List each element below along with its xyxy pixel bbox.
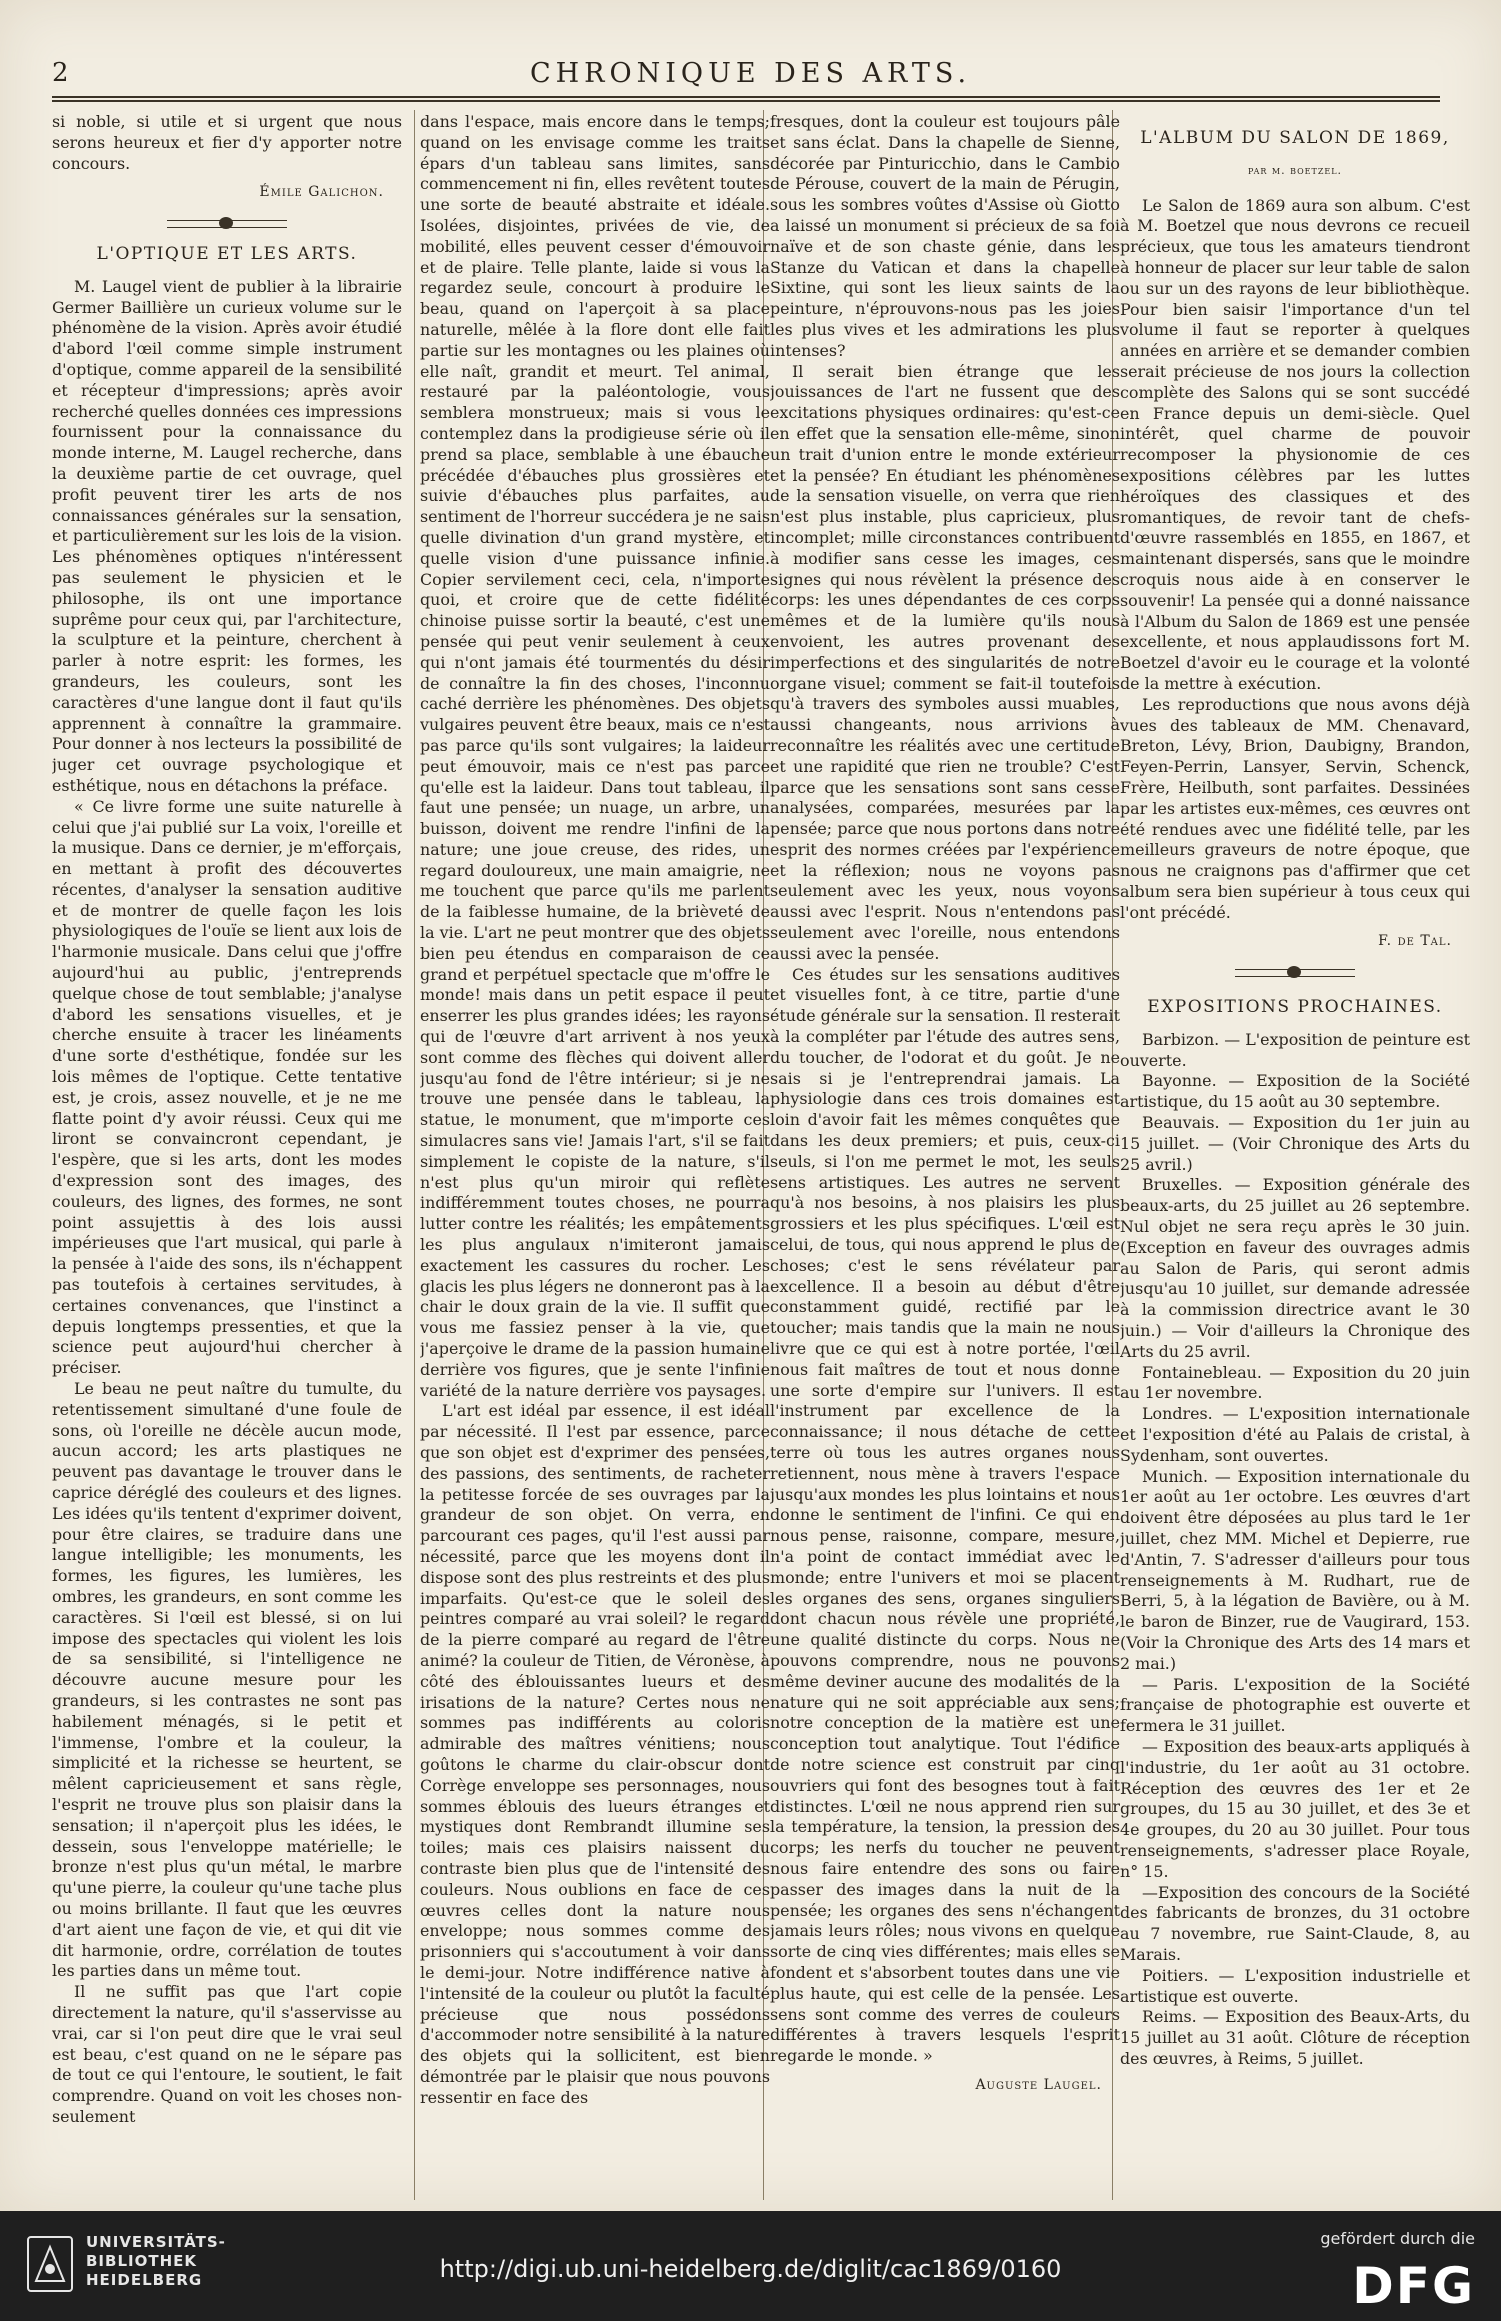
- paragraph: fresques, dont la couleur est toujours pâle et sans éclat. Dans la chapelle de Sienne, décorée par Pinturicchio, dans le Cambio de Pérouse, couvert de la main de Pérugin, sous les sombres voûtes d'Assise où Giotto a laissé un monument si précieux de sa foi naïve et de son chaste génie, dans les Stanze du Vatican et dans la chapelle Sixtine, qui sont les lieux saints de la peinture, n'éprouvons-nous pas les joies les plus vives et les admirations les plus intenses?: [770, 112, 1120, 360]
- column-divider-1: [414, 110, 415, 2200]
- column-3: [770, 112, 1120, 2207]
- paragraph: Il serait bien étrange que les jouissances de l'art ne fussent que des excitations physiques ordinaires: qu'est-ce en effet que la sensation elle-même, sinon un trait d'union entre le monde extérieur et la pensée? En étudiant les phénomènes de la sensation visuelle, on verra que rien n'est plus instable, plus capricieux, plus incomplet; mille circonstances contribuent à modifier sans cesse les images, ces signes qui nous révèlent la présence des corps: les unes dépendantes de ces corps mêmes et de la lumière qu'ils nous envoient, les autres provenant des imperfections et des singularités de notre organe visuel; comment se fait-il toutefois qu'à travers des symboles aussi muables, aussi changeants, nous arrivions à reconnaître les réalités avec une certitude et une rapidité que rien ne trouble? C'est parce que les sensations sont sans cesse analysées, comparées, mesurées par la pensée; parce que nous portons dans notre esprit des normes créées par l'expérience et la réflexion; nous ne voyons pas seulement avec les yeux, nous voyons aussi avec l'esprit. Nous n'entendons pas seulement avec l'oreille, nous entendons aussi avec la pensée.: [770, 361, 1120, 963]
- ornament-divider: [52, 213, 402, 234]
- source-url-link[interactable]: http://digi.ub.uni-heidelberg.de/diglit/cac1869/0160: [439, 2255, 1062, 2283]
- article-title: L'OPTIQUE ET LES ARTS.: [96, 243, 358, 264]
- library-name-line: UNIVERSITÄTS-: [86, 2233, 226, 2251]
- paragraph: Il ne suffit pas que l'art copie directement la nature, qu'il s'asservisse au vrai, car si l'on peut dire que le vrai seul est beau, c'est quand on ne le sépare pas de tout ce qui l'entoure, le soutient, le fait comprendre. Quand on voit les choses non-seulement: [52, 1982, 402, 2126]
- article-title: L'ALBUM DU SALON DE 1869,: [1140, 128, 1450, 148]
- dfg-logo: DFG: [1352, 2257, 1475, 2315]
- exhibition-entry: Beauvais. — Exposition du 1er juin au 15 juillet. — (Voir Chronique des Arts du 25 avril.): [1120, 1113, 1470, 1174]
- library-name-line: HEIDELBERG: [86, 2271, 203, 2289]
- library-name-line: BIBLIOTHEK: [86, 2252, 197, 2270]
- exhibition-entry: — Paris. L'exposition de la Société française de photographie est ouverte et fermera le 31 juillet.: [1120, 1674, 1470, 1736]
- column-4: [1120, 112, 1470, 2207]
- paragraph: Ces études sur les sensations auditives et visuelles font, à ce titre, partie d'une étude générale sur la sensation. Il resterait à la compléter par l'étude des autres sens, du toucher, de l'odorat et du goût. Je ne sais si je l'entreprendrai jamais. La physiologie dans ces trois domaines est loin d'avoir fait les mêmes conquêtes que dans les deux premiers; et puis, ceux-ci seuls, si l'on me permet le mot, les seuls sens artistiques. Les autres ne servent qu'à nos besoins, à nos plaisirs les plus grossiers et les plus spécifiques. L'œil est celui, de tous, qui nous apprend le plus de choses; c'est le sens révélateur par excellence. Il a besoin au début d'être constamment guidé, rectifié par le toucher; mais tandis que la main ne nous livre que ce qui est à notre portée, l'œil nous fait maîtres de tout et nous donne une sorte d'empire sur l'univers. Il est l'instrument par excellence de la connaissance; il nous détache de cette terre où tous les autres organes nous retiennent, nous mène à travers l'espace jusqu'aux mondes les plus lointains et nous donne le sentiment de l'infini. Ce qui en nous pense, raisonne, compare, mesure, n'a point de contact immédiat avec le monde; entre l'univers et moi se placent les organes des sens, organes singuliers dont chacun nous révèle une propriété, une qualité distincte du corps. Nous ne pouvons comprendre, nous ne pouvons même deviner aucune des modalités de la nature qui ne soit appréciable aux sens; notre conception de la matière est une conception tout analytique. Tout l'édifice de notre science est construit par cinq ouvriers qui font des besognes tout à fait distinctes. L'œil ne nous apprend rien sur la température, la tension, la pression des corps; les nerfs du toucher ne peuvent nous faire entendre des sons ou faire passer des images dans la nuit de la pensée; les organes des sens n'échangent jamais leurs rôles; nous vivons en quelque sorte de cinq vies différentes; mais elles se fondent et s'absorbent toutes dans une vie plus haute, qui est celle de la pensée. Les sens sont comme des verres de couleurs différentes à travers lesquels l'esprit regarde le monde. »: [770, 964, 1120, 2066]
- exhibition-entry: Bruxelles. — Exposition générale des beaux-arts, du 25 juillet au 26 septembre. Nul objet ne sera reçu après le 30 juin. (Exception en faveur des ouvrages admis au Salon de Paris, qui seront admis jusqu'au 10 juillet, sur demande adressée à la commission directrice avant le 30 juin.) — Voir d'ailleurs la Chronique des Arts du 25 avril.: [1120, 1175, 1470, 1361]
- header-rule-thin: [52, 100, 1440, 102]
- page-number: 2: [52, 58, 69, 88]
- column-1: [52, 112, 402, 2207]
- exhibition-entry: Bayonne. — Exposition de la Société artistique, du 15 août au 30 septembre.: [1120, 1071, 1470, 1112]
- paragraph: dans l'espace, mais encore dans le temps; quand on les envisage comme les traits épars d'un tableau sans limites, sans commencement ni fin, elles revêtent toutes une sorte de beauté abstraite et idéale. Isolées, disjointes, privées de vie, de mobilité, elles peuvent cesser d'émouvoir et de plaire. Telle plante, laide si vous la regardez seule, concourt à produire le beau, quand on l'aperçoit à sa place naturelle, mêlée à la flore dont elle fait partie sur les montagnes ou les plaines où elle naît, grandit et meurt. Tel animal, restauré par la paléontologie, vous semblera monstrueux; mais si vous le contemplez dans la prodigieuse série où il prend sa place, semblable à une ébauche précédée d'ébauches plus grossières et suivie d'ébauches plus parfaites, au sentiment de l'horreur succédera je ne sais quelle divination d'un grand mystère, et quelle vision d'une puissance infinie. Copier servilement ceci, cela, n'importe quoi, et croire que de cette fidélité chinoise puisse sortir la beauté, c'est une pensée qui peut venir seulement à ceux qui n'ont jamais été tourmentés du désir de connaître la fin des choses, l'inconnu caché derrière les phénomènes. Des objets vulgaires peuvent être beaux, mais ce n'est pas parce qu'ils sont vulgaires; la laideur peut émouvoir, mais ce n'est pas parce qu'elle est la laideur. Dans tout tableau, il faut une pensée; un nuage, un arbre, un buisson, doivent me rendre l'infini de la nature; une joue creuse, des rides, un regard douloureux, une main amaigrie, ne me touchent que parce qu'ils me parlent de la faiblesse humaine, de la brièveté de la vie. L'art ne peut montrer que des objets bien peu étendus en comparaison de ce grand et perpétuel spectacle que m'offre le monde! mais dans un petit espace il peut enserrer les plus grandes idées; les rayons qui de l'œuvre d'art arrivent à nos yeux sont comme des flèches qui doivent aller jusqu'au fond de l'être intérieur; si je ne trouve une pensée dans le tableau, la statue, le monument, que m'importe ces simulacres sans vie! Jamais l'art, s'il se fait simplement le copiste de la nature, s'il n'est plus qu'un miroir qui reflète indifféremment toutes choses, ne pourra lutter contre les réalités; les empâtements les plus angulaux n'imiteront jamais exactement les cassures du rocher. Les glacis les plus légers ne donneront pas à la chair le doux grain de la vie. Il suffit que vous me fassiez penser à la vie, que j'aperçoive le drame de la passion humaine derrière vos figures, que je sente l'infinie variété de la nature derrière vos paysages.: [420, 112, 770, 1400]
- paragraph: L'art est idéal par essence, il est idéal par nécessité. Il l'est par essence, parce que son objet est d'exprimer des pensées, des passions, des sentiments, de racheter la petitesse forcée de ses ouvrages par la grandeur de son objet. On verra, en parcourant ces pages, qu'il l'est aussi par nécessité, parce que les moyens dont il dispose sont des plus restreints et des plus imparfaits. Qu'est-ce que le soleil des peintres comparé au vrai soleil? le regard de la pierre comparé au regard de l'être animé? la couleur de Titien, de Véronèse, à côté des éblouissantes lueurs et des irisations de la nature? Certes nous ne sommes pas indifférents au coloris admirable des maîtres vénitiens; nous goûtons le charme du clair-obscur dont Corrège enveloppe ses personnages, nous sommes éblouis des lueurs étranges et mystiques dont Rembrandt illumine ses toiles; mais ces plaisirs naissent du contraste bien plus que de l'intensité des couleurs. Nous oublions en face de ces œuvres celles dont la nature nous enveloppe; nous sommes comme des prisonniers qui s'accoutument à voir dans le demi-jour. Notre indifférence native à l'intensité de la couleur ou plutôt la faculté précieuse que nous possédons d'accommoder notre sensibilité à la nature des objets qui la sollicitent, est bien démontrée par le plaisir que nous pouvons ressentir en face des: [420, 1401, 770, 2107]
- article-byline: par m. boetzel.: [1247, 163, 1343, 177]
- paragraph: M. Laugel vient de publier à la librairie Germer Baillière un curieux volume sur le phénomène de la vision. Après avoir étudié d'abord l'œil comme simple instrument d'optique, comme appareil de la sensibilité et récepteur d'impressions; après avoir recherché quelles données ces impressions fournissent pour la connaissance du monde interne, M. Laugel recherche, dans la deuxième partie de cet ouvrage, quel profit peuvent tirer les arts de nos connaissances générales sur la sensation, et particulièrement sur les lois de la vision. Les phénomènes optiques n'intéressent pas seulement le physicien et le philosophe, ils ont une importance suprême pour ceux qui, par l'architecture, la sculpture et la peinture, cherchent à parler à notre esprit: les formes, les grandeurs, les couleurs, sont les caractères d'une langue dont il faut qu'ils apprennent à connaître la grammaire. Pour donner à nos lecteurs la possibilité de juger cet ouvrage psychologique et esthétique, nous en détachons la préface.: [52, 276, 402, 795]
- running-title: CHRONIQUE DES ARTS.: [529, 58, 972, 89]
- paragraph: Le Salon de 1869 aura son album. C'est à M. Boetzel que nous devrons ce recueil précieux, que tous les amateurs tiendront à honneur de placer sur leur table de salon ou sur un des rayons de leur bibliothèque. Pour bien saisir l'importance d'un tel volume il faut se reporter à quelques années en arrière et se demander combien serait précieuse de nos jours la collection complète des Salons qui se sont succédé en France depuis un demi-siècle. Quel intérêt, quel charme de pouvoir recomposer la physionomie de ces expositions célèbres par les luttes héroïques des classiques et des romantiques, de revoir tant de chefs-d'œuvre rassemblés en 1855, en 1867, et maintenant dispersés, sans que le moindre croquis nous aide à en conserver le souvenir! La pensée qui a donné naissance à l'Album du Salon de 1869 est une pensée excellente, et nous applaudissons fort M. Boetzel d'avoir eu le courage et la volonté de la mettre à exécution.: [1120, 195, 1470, 693]
- exhibition-entry: Reims. — Exposition des Beaux-Arts, du 15 juillet au 31 août. Clôture de réception des œuvres, à Reims, 5 juillet.: [1120, 2007, 1470, 2068]
- exhibition-entry: Barbizon. — L'exposition de peinture est ouverte.: [1120, 1029, 1470, 1070]
- exhibition-entry: — Exposition des beaux-arts appliqués à l'industrie, du 1er août au 31 octobre. Réception des œuvres des 1er et 2e groupes, du 15 au 30 juillet, et des 3e et 4e groupes, du 20 au 30 juillet. Pour tous renseignements, s'adresser place Royale, n° 15.: [1120, 1736, 1470, 1881]
- signature: Émile Galichon.: [259, 184, 384, 201]
- exhibition-entry: —Exposition des concours de la Société des fabricants de bronzes, du 31 octobre au 7 novembre, rue Saint-Claude, 8, au Marais.: [1120, 1882, 1470, 1964]
- signature: F. de Tal.: [1378, 933, 1452, 950]
- footer-bar: [0, 2211, 1501, 2321]
- section-title: EXPOSITIONS PROCHAINES.: [1147, 997, 1443, 1018]
- header-rule: [52, 96, 1440, 98]
- ornament-divider: [1120, 962, 1470, 983]
- paragraph: si noble, si utile et si urgent que nous serons heureux et fier d'y apporter notre concours.: [52, 112, 402, 173]
- exhibition-entry: Munich. — Exposition internationale du 1er août au 1er octobre. Les œuvres d'art doivent être déposées au plus tard le 1er juillet, chez MM. Michel et Depierre, rue d'Antin, 7. S'adresser d'ailleurs pour tous renseignements à M. Rudhart, rue de Berri, 5, à la légation de Bavière, ou à M. le baron de Binzer, rue de Vaugirard, 153. (Voir la Chronique des Arts des 14 mars et 2 mai.): [1120, 1466, 1470, 1673]
- exhibition-entry: Poitiers. — L'exposition industrielle et artistique est ouverte.: [1120, 1965, 1470, 2006]
- column-2: [420, 112, 770, 2207]
- exhibition-entry: Fontainebleau. — Exposition du 20 juin au 1er novembre.: [1120, 1362, 1470, 1403]
- paragraph: Les reproductions que nous avons déjà vues des tableaux de MM. Chenavard, Breton, Lévy, Brion, Daubigny, Brandon, Feyen-Perrin, Lansyer, Servin, Schenck, Frère, Heilbuth, sont parfaites. Dessinées par les artistes eux-mêmes, ces œuvres ont été rendues avec une fidélité telle, par les meilleurs graveurs de notre époque, que nous ne craignons pas d'affirmer que cet album sera bien supérieur à tous ceux qui l'ont précédé.: [1120, 694, 1470, 922]
- exhibition-entry: Londres. — L'exposition internationale et l'exposition d'été au Palais de cristal, à Sydenham, sont ouvertes.: [1120, 1404, 1470, 1465]
- paragraph: Le beau ne peut naître du tumulte, du retentissement simultané d'une foule de sons, où l'oreille ne décèle aucun mode, aucun accord; les arts plastiques ne peuvent pas davantage le trouver dans le caprice déréglé des couleurs et des lignes. Les idées qu'ils tentent d'exprimer doivent, pour être claires, se traduire dans une langue intelligible; les monuments, les formes, les figures, les lumières, les ombres, les grandeurs, en sont comme les caractères. Si l'œil est blessé, si on lui impose des spectacles qui violent les lois de sa sensibilité, si l'intelligence ne découvre aucune mesure pour les grandeurs, si les contrastes ne sont pas habilement ménagés, si le petit et l'immense, l'ombre et la couleur, la simplicité et la richesse se heurtent, se mêlent capricieusement et sans règle, l'esprit ne trouve plus son plaisir dans la sensation; il n'aperçoit plus les idées, le dessein, sous l'enveloppe matérielle; le bronze n'est plus qu'un métal, le marbre qu'une pierre, la couleur qu'une tache plus ou moins brillante. Il faut que les œuvres d'art aient une façon de vie, et qui dit vie dit harmonie, ordre, corrélation de toutes les parties dans un même tout.: [52, 1379, 402, 1981]
- funder-label: gefördert durch die: [1320, 2229, 1475, 2248]
- signature: Auguste Laugel.: [975, 2076, 1102, 2093]
- paragraph: « Ce livre forme une suite naturelle à celui que j'ai publié sur La voix, l'oreille et la musique. Dans ce dernier, je m'efforçais, en mettant à profit des découvertes récentes, d'analyser la sensation auditive et de montrer de quelle façon les lois physiologiques de l'ouïe se lient aux lois de l'harmonie musicale. Dans celui que j'offre aujourd'hui au public, j'entreprends quelque chose de tout semblable; j'analyse d'abord les sensations visuelles, et je cherche ensuite à tracer les linéaments d'une sorte d'esthétique, fondée sur les lois mêmes de l'optique. Cette tentative est, je crois, assez nouvelle, et je ne me flatte point d'y avoir réussi. Ceux qui me liront se convaincront cependant, je l'espère, que si les arts, dont les modes d'expression sont des images, des couleurs, des lignes, des formes, ne sont point assujettis à des lois aussi impérieuses que l'art musical, qui parle à la pensée à l'aide des sons, ils n'échappent pas toutefois à certaines servitudes, à certaines convenances, que l'instinct a depuis longtemps pressenties, et que la science peut aujourd'hui chercher à préciser.: [52, 796, 402, 1378]
